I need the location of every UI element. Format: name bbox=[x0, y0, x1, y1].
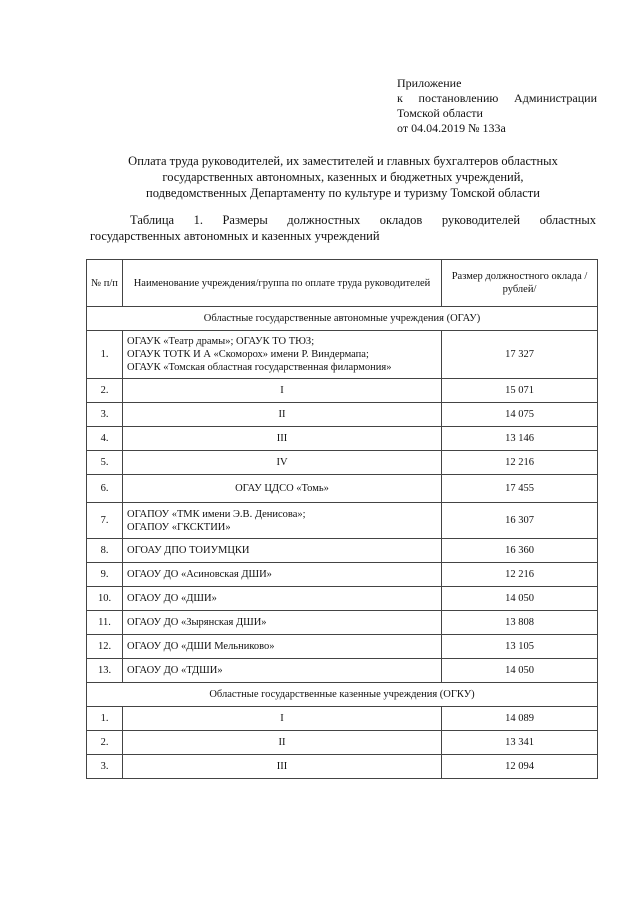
table-caption bbox=[90, 212, 596, 244]
table-row bbox=[87, 403, 598, 427]
table-row bbox=[87, 755, 598, 779]
salary-table bbox=[86, 259, 598, 779]
row-salary: 16 307 bbox=[442, 503, 598, 539]
document-title bbox=[90, 153, 596, 201]
row-institution: ОГАУ ЦДСО «Томь» bbox=[123, 475, 442, 503]
row-number: 10. bbox=[87, 587, 123, 611]
table-header-row bbox=[87, 260, 598, 307]
caption-word: Таблица bbox=[130, 213, 175, 227]
row-salary: 14 089 bbox=[442, 707, 598, 731]
row-salary: 13 105 bbox=[442, 635, 598, 659]
header-salary: Размер должностного оклада /рублей/ bbox=[442, 260, 598, 307]
section-title: Областные государственные казенные учреждения (ОГКУ) bbox=[87, 683, 598, 707]
row-salary: 16 360 bbox=[442, 539, 598, 563]
row-number: 1. bbox=[87, 331, 123, 379]
institution-line: ОГАПОУ «ГКСКТИИ» bbox=[127, 521, 231, 533]
institution-line: ОГАУК «Театр драмы»; ОГАУК ТО ТЮЗ; bbox=[127, 336, 315, 347]
table-row bbox=[87, 611, 598, 635]
section-row bbox=[87, 683, 598, 707]
table-row bbox=[87, 659, 598, 683]
table-row bbox=[87, 475, 598, 503]
table-row bbox=[87, 379, 598, 403]
caption-line-2: государственных автономных и казенных учреждений bbox=[90, 229, 380, 243]
row-number: 3. bbox=[87, 403, 123, 427]
row-number: 1. bbox=[87, 707, 123, 731]
section-title: Областные государственные автономные учреждения (ОГАУ) bbox=[87, 307, 598, 331]
table-row bbox=[87, 503, 598, 539]
table-body bbox=[87, 307, 598, 779]
row-number: 2. bbox=[87, 379, 123, 403]
row-institution: II bbox=[123, 731, 442, 755]
row-salary: 12 094 bbox=[442, 755, 598, 779]
caption-word: 1. bbox=[193, 213, 203, 227]
row-salary: 13 341 bbox=[442, 731, 598, 755]
row-number: 3. bbox=[87, 755, 123, 779]
row-salary: 12 216 bbox=[442, 451, 598, 475]
row-institution bbox=[123, 331, 442, 379]
row-number: 12. bbox=[87, 635, 123, 659]
table-row bbox=[87, 707, 598, 731]
row-institution: ОГАОУ ДО «Асиновская ДШИ» bbox=[123, 563, 442, 587]
row-institution bbox=[123, 503, 442, 539]
appendix-block bbox=[397, 76, 597, 136]
title-line-3: подведомственных Департаменту по культуре и туризму Томской области bbox=[146, 186, 540, 200]
row-number: 5. bbox=[87, 451, 123, 475]
appendix-line-3: Томской области bbox=[397, 106, 483, 120]
row-salary: 15 071 bbox=[442, 379, 598, 403]
table-row bbox=[87, 539, 598, 563]
row-institution: ОГАОУ ДО «ДШИ» bbox=[123, 587, 442, 611]
header-name: Наименование учреждения/группа по оплате труда руководителей bbox=[123, 260, 442, 307]
row-number: 4. bbox=[87, 427, 123, 451]
appendix-line-1: Приложение bbox=[397, 76, 462, 90]
row-salary: 14 050 bbox=[442, 587, 598, 611]
appendix-line-2 bbox=[397, 91, 597, 106]
row-salary: 14 075 bbox=[442, 403, 598, 427]
row-institution: ОГОАУ ДПО ТОИУМЦКИ bbox=[123, 539, 442, 563]
row-number: 11. bbox=[87, 611, 123, 635]
row-institution: III bbox=[123, 427, 442, 451]
table-row bbox=[87, 563, 598, 587]
row-number: 6. bbox=[87, 475, 123, 503]
caption-word: окладов bbox=[379, 213, 423, 227]
row-salary: 17 455 bbox=[442, 475, 598, 503]
table-row bbox=[87, 731, 598, 755]
row-salary: 13 808 bbox=[442, 611, 598, 635]
institution-line: ОГАУК «Томская областная государственная филармония» bbox=[127, 362, 392, 373]
appendix-word: постановлению bbox=[418, 91, 499, 105]
row-number: 9. bbox=[87, 563, 123, 587]
table-row bbox=[87, 635, 598, 659]
row-number: 8. bbox=[87, 539, 123, 563]
row-number: 7. bbox=[87, 503, 123, 539]
table-row bbox=[87, 427, 598, 451]
table-row bbox=[87, 451, 598, 475]
row-institution: IV bbox=[123, 451, 442, 475]
caption-word: Размеры bbox=[222, 213, 268, 227]
title-line-1: Оплата труда руководителей, их заместителей и главных бухгалтеров областных bbox=[128, 154, 558, 168]
header-num: № п/п bbox=[87, 260, 123, 307]
section-row bbox=[87, 307, 598, 331]
row-institution: II bbox=[123, 403, 442, 427]
institution-line: ОГАУК ТОТК И А «Скоморох» имени Р. Виндермапа; bbox=[127, 349, 369, 360]
appendix-word: Администрации bbox=[514, 91, 597, 105]
row-salary: 13 146 bbox=[442, 427, 598, 451]
row-institution: ОГАОУ ДО «ТДШИ» bbox=[123, 659, 442, 683]
row-institution: ОГАОУ ДО «Зырянская ДШИ» bbox=[123, 611, 442, 635]
row-institution: III bbox=[123, 755, 442, 779]
caption-word: должностных bbox=[287, 213, 361, 227]
caption-word: областных bbox=[539, 213, 596, 227]
row-salary: 17 327 bbox=[442, 331, 598, 379]
caption-word: руководителей bbox=[441, 213, 521, 227]
row-salary: 12 216 bbox=[442, 563, 598, 587]
table-row bbox=[87, 331, 598, 379]
title-line-2: государственных автономных, казенных и бюджетных учреждений, bbox=[162, 170, 524, 184]
row-institution: I bbox=[123, 379, 442, 403]
row-number: 2. bbox=[87, 731, 123, 755]
institution-line: ОГАПОУ «ТМК имени Э.В. Денисова»; bbox=[127, 508, 306, 520]
row-number: 13. bbox=[87, 659, 123, 683]
appendix-line-4: от 04.04.2019 № 133а bbox=[397, 121, 506, 135]
row-institution: I bbox=[123, 707, 442, 731]
row-salary: 14 050 bbox=[442, 659, 598, 683]
caption-line-1 bbox=[90, 212, 596, 228]
row-institution: ОГАОУ ДО «ДШИ Мельниково» bbox=[123, 635, 442, 659]
table-row bbox=[87, 587, 598, 611]
appendix-word: к bbox=[397, 91, 403, 105]
